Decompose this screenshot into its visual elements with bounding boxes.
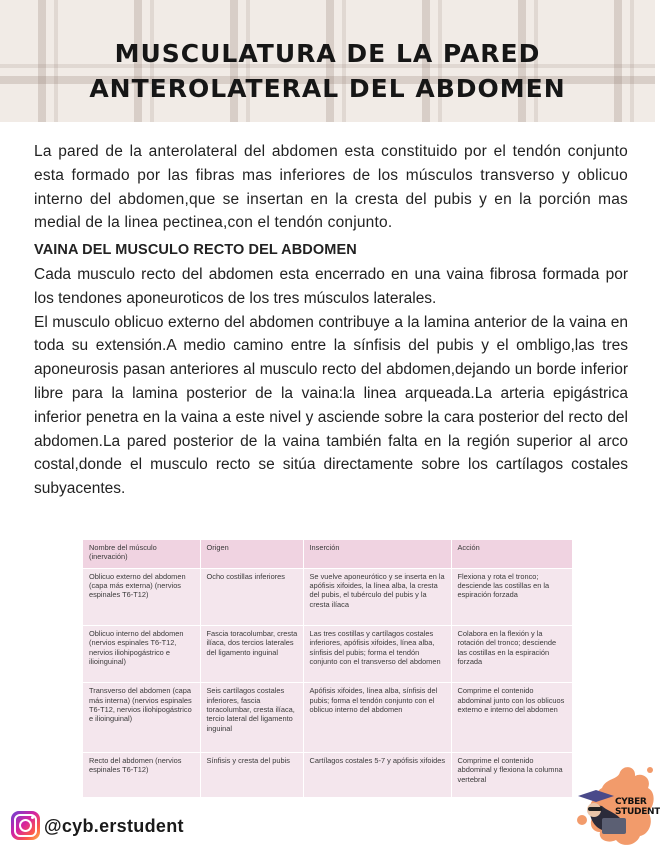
table-cell: Colabora en la flexión y la rotación del tronco; desciende las costillas en la espiración forzada [451,625,572,682]
document-body [34,140,628,501]
table-cell: Flexiona y rota el tronco; desciende las costillas en la espiración forzada [451,568,572,625]
header-cell: Nombre del músculo (inervación) [83,540,200,568]
table-cell: Transverso del abdomen (capa más interna) (nervios espinales T6-T12, nervios iliohipogástrico e ilioinguinal) [83,683,200,753]
table-cell: Ocho costillas inferiores [200,568,303,625]
table-row [83,625,572,682]
section-heading: VAINA DEL MUSCULO RECTO DEL ABDOMEN [34,242,357,259]
table-cell: Se vuelve aponeurótico y se inserta en la apófisis xifoides, la línea alba, la cresta del pubis, el tubérculo del pubis y la cresta ilíaca [303,568,451,625]
header-cell: Origen [200,540,303,568]
logo-line-2: STUDENT [615,807,660,817]
page-title [0,36,655,106]
table-cell: Apófisis xifoides, línea alba, sínfisis del pubis; forma el tendón conjunto con el oblicuo interno del abdomen [303,683,451,753]
table-cell: Comprime el contenido abdominal junto con los oblicuos externo e interno del abdomen [451,683,572,753]
logo-wordmark [615,797,660,817]
title-line-1: MUSCULATURA DE LA PARED [114,39,541,68]
table-header-row [83,540,572,568]
table-row [83,752,572,797]
section-paragraph-1: Cada musculo recto del abdomen esta encerrado en una vaina fibrosa formada por los tendones aponeuroticos de los tres músculos laterales. [34,265,628,307]
section-paragraph-2: El musculo oblicuo externo del abdomen contribuye a la lamina anterior de la vaina en toda su extensión.A medio camino entre la sínfisis del pubis y el ombligo,las tres aponeurosis pasan anteriores al musculo recto del abdomen,dejando un borde inferior libre para la lamina posterior de la vaina:la linea arqueada.La arteria epigástrica inferior penetra en la vaina a este nivel y asciende sobre la cara posterior del recto del abdomen.La pared posterior de la vaina también falta en la región superior al arco costal,donde el musculo recto se sitúa directamente sobre los cartílagos costales subyacentes. [34,313,628,498]
table-row [83,568,572,625]
plaid-header-banner [0,0,655,122]
table-cell: Cartílagos costales 5-7 y apófisis xifoides [303,752,451,797]
table-cell: Comprime el contenido abdominal y flexiona la columna vertebral [451,752,572,797]
table-cell: Oblicuo interno del abdomen (nervios espinales T6-T12, nervios iliohipogástrico e ilioinguinal) [83,625,200,682]
table-cell: Recto del abdomen (nervios espinales T6-T12) [83,752,200,797]
logo-line-1: CYBER [615,797,647,807]
table-cell: Fascia toracolumbar, cresta ilíaca, dos tercios laterales del ligamento inguinal [200,625,303,682]
table-cell: Las tres costillas y cartílagos costales inferiores, apófisis xifoides, línea alba, sínfisis del pubis; forma el tendón conjunto con el transverso del abdomen [303,625,451,682]
table-cell: Oblicuo externo del abdomen (capa más externa) (nervios espinales T6-T12) [83,568,200,625]
intro-paragraph: La pared de la anterolateral del abdomen esta constituido por el tendón conjunto esta formado por las fibras mas inferiores de los músculos transverso y oblicuo interno del abdomen,que se insertan en la cresta del pubis y en la porción mas medial de la linea pectinea,con el tendón conjunto. [34,143,628,232]
title-line-2: ANTEROLATERAL DEL ABDOMEN [89,74,566,103]
table-cell: Sínfisis y cresta del pubis [200,752,303,797]
table-cell: Seis cartílagos costales inferiores, fascia toracolumbar, cresta ilíaca, tercio lateral del ligamento inguinal [200,683,303,753]
header-cell: Inserción [303,540,451,568]
muscles-table [83,540,572,798]
header-cell: Acción [451,540,572,568]
instagram-handle[interactable]: @cyb.erstudent [44,816,184,836]
instagram-icon[interactable] [11,811,40,840]
table-row [83,683,572,753]
